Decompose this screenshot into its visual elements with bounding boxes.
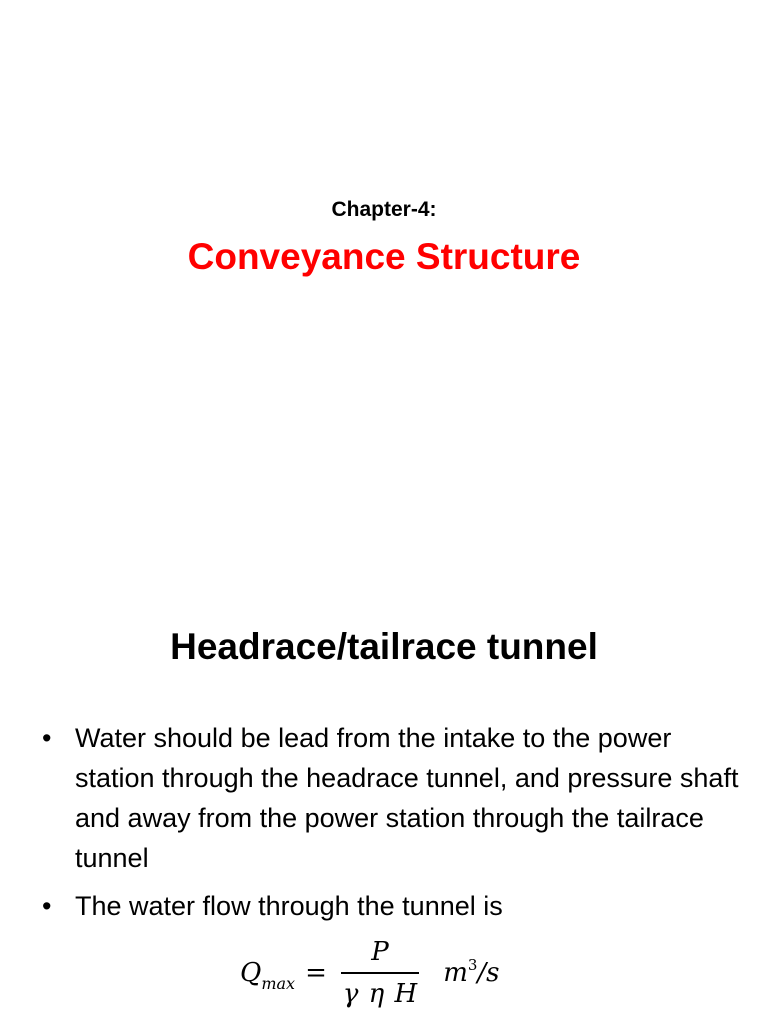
chapter-title: Conveyance Structure [187,236,581,277]
bullet-item [40,718,740,878]
formula-fraction [339,936,421,1010]
content-slide [0,590,768,1024]
formula-lhs [240,958,296,993]
bullet-item [40,886,740,926]
formula-equals: = [305,958,327,988]
bullet-text: The water flow through the tunnel is [75,891,503,921]
formula-lhs-symbol: Q [240,958,262,988]
formula-units [443,958,499,988]
section-heading: Headrace/tailrace tunnel [170,626,598,667]
bullet-list [40,718,740,926]
bullet-icon: • [42,891,52,921]
formula-denominator: γ η H [342,979,418,1009]
unit-tail: /s [477,958,500,988]
flow-formula [240,928,500,1018]
title-slide [0,0,768,470]
bullet-icon: • [42,723,52,753]
chapter-label: Chapter-4: [331,198,437,221]
unit-exponent: 3 [467,956,478,974]
unit-base: m [443,958,468,988]
bullet-text: Water should be lead from the intake to the power station through the headrace tunnel, and pressure shaft and away from the power station through the tailrace tunnel [75,723,739,873]
formula-lhs-subscript: max [261,974,296,993]
formula-numerator: P [371,937,389,967]
